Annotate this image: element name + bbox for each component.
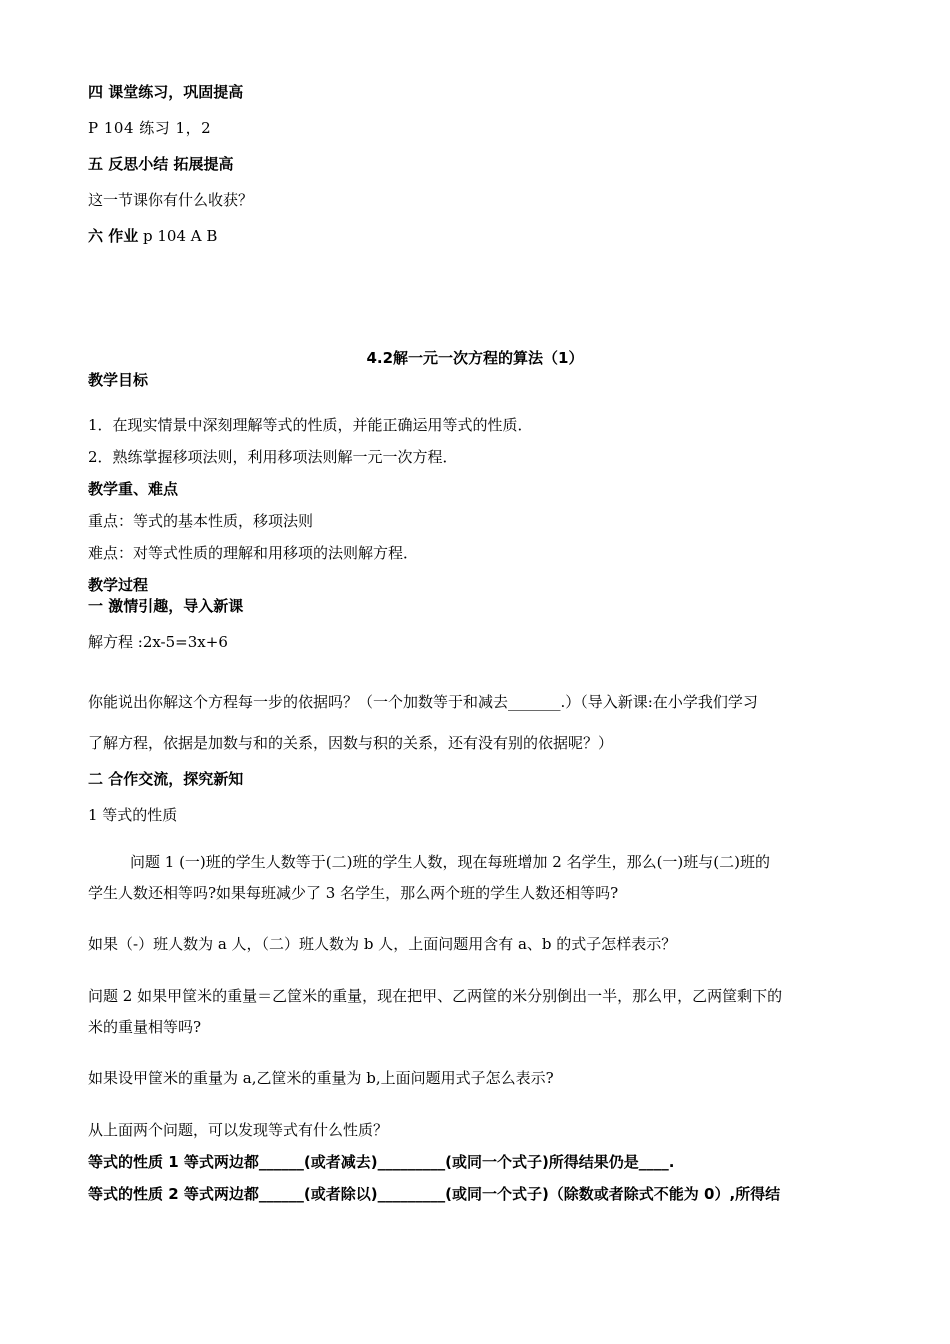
section-5-text: 这一节课你有什么收获？ bbox=[88, 191, 254, 209]
goals-heading: 教学目标 bbox=[88, 371, 149, 389]
question-1-line-2: 学生人数还相等吗?如果每班减少了 3 名学生，那么两个班的学生人数还相等吗? bbox=[88, 884, 619, 902]
property-2: 等式的性质 2 等式两边都______(或者除以)_________(或同一个式子)（除数或者除式不能为 0）,所得结 bbox=[88, 1185, 781, 1203]
question-2-line-2: 米的重量相等吗? bbox=[88, 1018, 202, 1036]
key-heading: 教学重、难点 bbox=[88, 480, 179, 498]
step-1-heading: 一 激情引趣，导入新课 bbox=[88, 597, 244, 615]
section-6-text: p 104 A B bbox=[143, 227, 218, 245]
discover-question: 从上面两个问题，可以发现等式有什么性质？ bbox=[88, 1121, 389, 1139]
intro-line-1: 你能说出你解这个方程每一步的依据吗？（一个加数等于和减去_______.）（导入新课:在小学我们学习 bbox=[88, 693, 758, 711]
key-point: 重点：等式的基本性质，移项法则 bbox=[88, 512, 314, 530]
question-1-line-1: 问题 1 (一)班的学生人数等于(二)班的学生人数，现在每班增加 2 名学生，那么(一)班与(二)班的 bbox=[130, 853, 770, 871]
equation: 解方程 :2x-5=3x+6 bbox=[88, 633, 228, 651]
question-1-follow: 如果（-）班人数为 a 人，（二）班人数为 b 人，上面问题用含有 a、b 的式子怎样表示？ bbox=[88, 935, 677, 953]
step-2-heading: 二 合作交流，探究新知 bbox=[88, 770, 244, 788]
process-heading: 教学过程 bbox=[88, 576, 149, 594]
question-2-follow: 如果设甲筐米的重量为 a,乙筐米的重量为 b,上面问题用式子怎么表示? bbox=[88, 1069, 554, 1087]
subsection-1: 1 等式的性质 bbox=[88, 806, 178, 824]
section-6 bbox=[88, 226, 217, 246]
section-4-heading: 四 课堂练习，巩固提高 bbox=[88, 83, 244, 101]
question-2-line-1: 问题 2 如果甲筐米的重量＝乙筐米的重量，现在把甲、乙两筐的米分别倒出一半，那么甲，乙两筐剩下的 bbox=[88, 987, 783, 1005]
section-4-text: P 104 练习 1，2 bbox=[88, 119, 212, 137]
goal-1: 1．在现实情景中深刻理解等式的性质，并能正确运用等式的性质． bbox=[88, 416, 533, 434]
section-6-heading: 六 作业 bbox=[88, 227, 139, 245]
difficulty: 难点：对等式性质的理解和用移项的法则解方程． bbox=[88, 544, 419, 562]
intro-line-2: 了解方程，依据是加数与和的关系，因数与积的关系，还有没有别的依据呢？） bbox=[88, 734, 614, 752]
goal-2: 2．熟练掌握移项法则，利用移项法则解一元一次方程． bbox=[88, 448, 458, 466]
lesson-title: 4.2解一元一次方程的算法（1） bbox=[366, 349, 584, 367]
property-1: 等式的性质 1 等式两边都______(或者减去)_________(或同一个式子)所得结果仍是____. bbox=[88, 1153, 675, 1171]
section-5-heading: 五 反思小结 拓展提高 bbox=[88, 155, 234, 173]
